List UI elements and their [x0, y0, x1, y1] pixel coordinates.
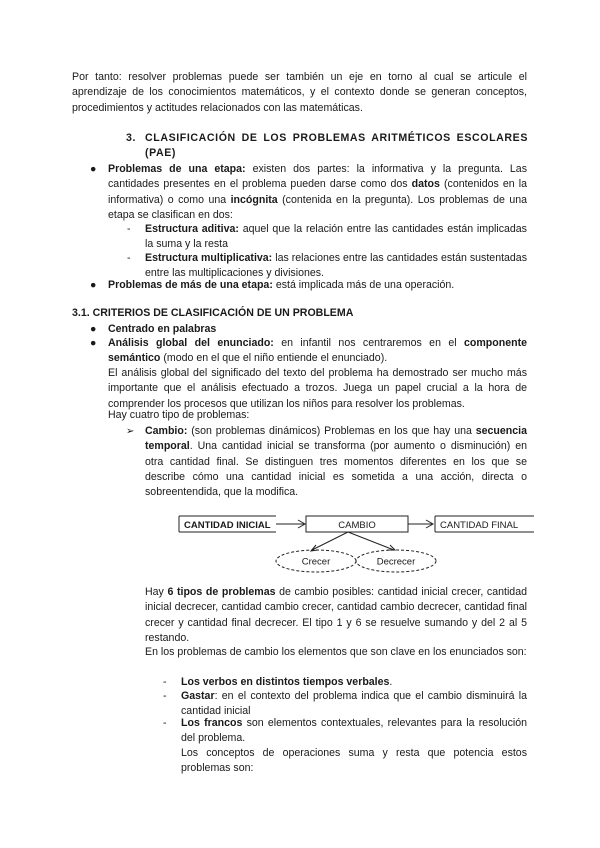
aditiva-label: Estructura aditiva:	[145, 223, 239, 235]
dash-icon: -	[127, 223, 131, 235]
gastar-label: Gastar	[181, 690, 215, 702]
bullet-icon: ●	[90, 163, 97, 175]
section3-title: CLASIFICACIÓN DE LOS PROBLEMAS ARITMÉTICOS ESCOLARES (PAE)	[145, 132, 528, 160]
analisis-paragraph: El análisis global del significado del texto del problema ha demostrado ser mucho más importante que el análisis efectuado a trozos. Juega un papel crucial a la hora de comprender los procesos que utilizan los niños para resolver los problemas.	[108, 367, 527, 410]
datos-term: datos	[411, 178, 440, 191]
multi-stage-text: está implicada más de una operación.	[275, 279, 455, 291]
dash-icon: -	[127, 252, 131, 264]
final-quantity-box	[435, 516, 534, 532]
branch-arrows	[311, 532, 395, 551]
elementos-paragraph: En los problemas de cambio los elementos que son clave en los enunciados son:	[145, 646, 527, 658]
dash-icon: -	[163, 690, 167, 702]
bullet-icon: ●	[90, 337, 97, 349]
analisis-text2: (modo en el que el niño entiende el enunciado).	[163, 352, 388, 365]
multiplicativa-item	[145, 251, 527, 282]
francos-item	[181, 716, 527, 747]
one-stage-text3: (contenida en la pregunta). Los problemas de una etapa se clasifican en dos:	[108, 193, 528, 221]
aditiva-item	[145, 222, 527, 253]
cuatro-tipos: Hay cuatro tipo de problemas:	[108, 409, 250, 421]
initial-quantity-box	[179, 516, 276, 532]
one-stage-label: Problemas de una etapa:	[108, 163, 246, 175]
grow-ellipse	[276, 550, 356, 572]
analisis-item	[108, 336, 527, 367]
gastar-text: : en el contexto del problema indica que el cambio disminuirá la cantidad inicial	[181, 690, 527, 718]
shrink-ellipse	[356, 550, 436, 572]
multiplicativa-label: Estructura multiplicativa:	[145, 252, 273, 264]
bullet-icon: ●	[90, 323, 97, 335]
tipos-paragraph	[145, 585, 527, 646]
aditiva-text: aquel que la relación entre las cantidades están implicadas la suma y la resta	[145, 223, 527, 251]
incognita-term: incógnita	[230, 193, 278, 206]
francos-label: Los francos	[181, 717, 243, 729]
conceptos-paragraph: Los conceptos de operaciones suma y resta que potencia estos problemas son:	[181, 747, 527, 775]
verbos-label: Los verbos en distintos tiempos verbales	[181, 676, 390, 688]
dash-icon: -	[163, 717, 167, 729]
multiplicativa-text: las relaciones entre las cantidades están sustentadas entre las multiplicaciones y divisiones.	[145, 252, 527, 280]
one-stage-text2: (contenidos en la informativa) o como una	[108, 178, 527, 206]
cambio-label: Cambio:	[145, 425, 188, 437]
verbos-dot: .	[389, 676, 393, 688]
cambio-diagram	[176, 512, 538, 578]
dash-icon: -	[163, 676, 167, 688]
componente-term: componente semántico	[108, 337, 527, 365]
analisis-label: Análisis global del enunciado:	[108, 337, 274, 349]
arrow-bullet-icon: ➢	[126, 426, 135, 437]
cambio-item	[145, 424, 527, 500]
multi-stage-item	[108, 278, 527, 293]
gastar-item	[181, 689, 527, 720]
final-quantity-label: CANTIDAD FINAL	[440, 520, 519, 531]
tipos-text2: de cambio posibles: cantidad inicial crecer, cantidad inicial decrecer, cantidad cambio crecer, cantidad cambio decrecer, cantidad final crecer y cantidad final decrecer. El tipo 1 y 6 se resuelve sumando y del 2 al 5 restando.	[145, 586, 527, 644]
intro-paragraph: Por tanto: resolver problemas puede ser también un eje en torno al cual se articule el aprendizaje de los conocimientos matemáticos, y el contexto donde se generan conceptos, procedimientos y actitudes relacionados con las matemáticas.	[72, 71, 527, 114]
shrink-label: Decrecer	[376, 556, 416, 568]
section31-title: 3.1. CRITERIOS DE CLASIFICACIÓN DE UN PROBLEMA	[72, 307, 354, 319]
francos-text: son elementos contextuales, relevantes para la resolución del problema.	[181, 717, 528, 745]
change-label: CAMBIO	[338, 520, 376, 531]
one-stage-paragraph	[108, 162, 527, 223]
bullet-icon: ●	[90, 279, 97, 291]
grow-label: Crecer	[301, 556, 331, 568]
tipos-text1: Hay	[145, 586, 164, 598]
secuencia-term: secuencia temporal	[145, 425, 527, 453]
centrado-item: Centrado en palabras	[108, 323, 217, 335]
one-stage-text1: existen dos partes: la informativa y la pregunta. Las cantidades presentes en el problema pueden darse como dos	[108, 163, 527, 191]
verbos-item	[181, 675, 527, 690]
cambio-text1: (son problemas dinámicos) Problemas en los que hay una	[191, 425, 472, 437]
change-box	[306, 516, 408, 532]
multi-stage-label: Problemas de más de una etapa:	[108, 279, 273, 291]
cambio-text2: . Una cantidad inicial se transforma (por aumento o disminución) en otra cantidad final. Se distinguen tres momentos diferentes en los que se describe cómo una cantidad inicial es sometida a una acción, directa o sobreentendida, que la modifica.	[145, 440, 527, 499]
arrow-initial-to-change	[276, 520, 305, 528]
section3-number: 3.	[126, 132, 137, 144]
arrow-change-to-final	[408, 520, 433, 528]
analisis-text1: en infantil nos centraremos en el	[281, 337, 457, 349]
tipos-bold: 6 tipos de problemas	[167, 586, 276, 598]
initial-quantity-label: CANTIDAD INICIAL	[184, 520, 271, 531]
